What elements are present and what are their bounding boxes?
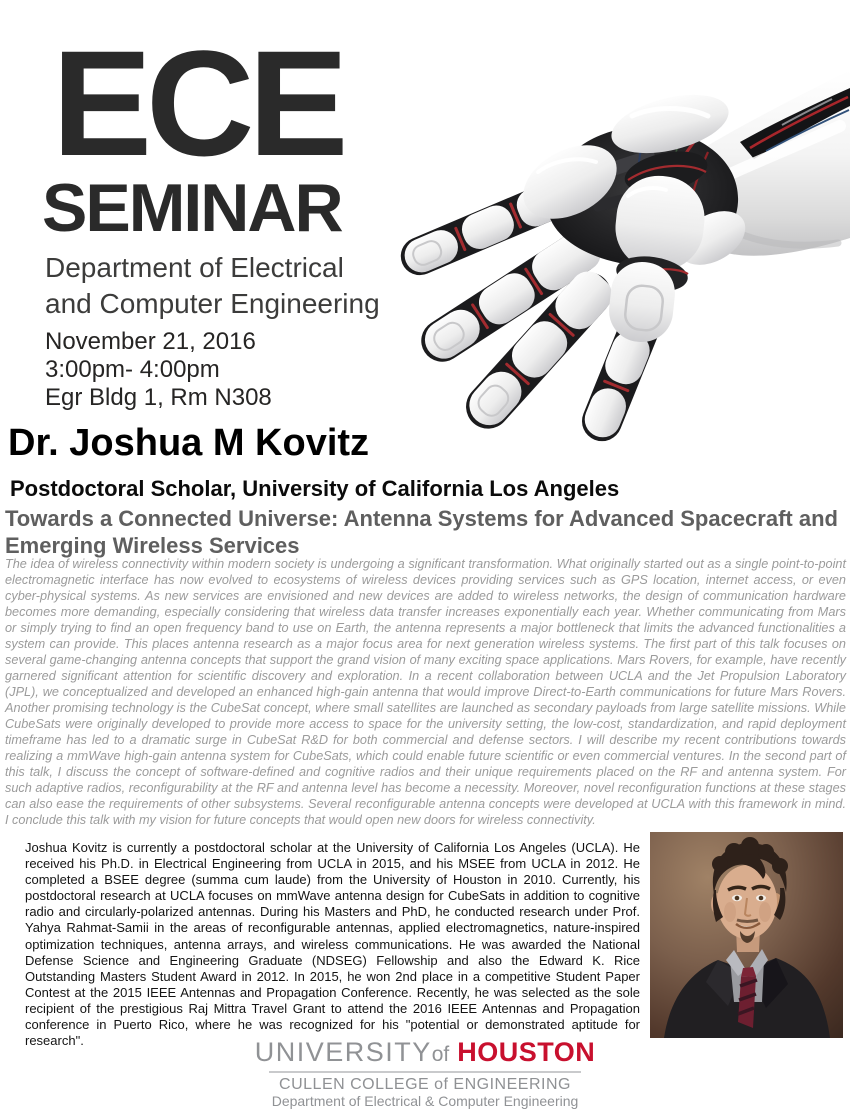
event-location: Egr Bldg 1, Rm N308 xyxy=(45,384,272,411)
abstract-text: The idea of wireless connectivity within modern society is undergoing a significant transformation. What originally started out as a single point-to-point electromagnetic interface has now evolved to ecosystems of wireless devices providing services such as GPS location, internet access, or even cyber-physical systems. As new services are envisioned and new devices are added to wireless networks, the design of communication hardware becomes more demanding, especially considering that wireless data transfer increases exponentially each year. Whether communicating from Mars or simply trying to find an open frequency band to use on Earth, the antenna represents a major bottleneck that limits the advanced functionalities a system can provide. This places antenna research as a major focus area for next generation wireless systems. The first part of this talk focuses on several game-changing antenna concepts that support the grand vision of many exciting space applications. Mars Rovers, for example, have recently garnered significant attention for scientific discovery and exploration. In a recent collaboration between UCLA and the Jet Propulsion Laboratory (JPL), we conceptualized and developed an enhanced high-gain antenna that would improve Direct-to-Earth communications for future Mars Rovers. Another promising technology is the CubeSat concept, where small satellites are launched as secondary payloads from large satellite missions. While CubeSats were originally developed to provide more access to space for the university setting, the low-cost, standardization, and rapid deployment timeframe has led to a dramatic surge in CubeSat R&D for both commercial and defense sectors. I will describe my recent contributions towards realizing a mmWave high-gain antenna system for CubeSats, which could enable future scientific or even commercial ventures. In the second part of this talk, I discuss the concept of software-defined and cognitive radios and their unique requirements placed on the RF and antenna system. For such adaptive radios, reconfigurability at the RF and antenna level has become a necessity. Moreover, novel reconfiguration functions at these stages can also ease the requirements of other subsystems. Several reconfigurable antenna concepts were developed at UCLA with this framework in mind. I conclude this talk with my vision for future concepts that would open new doors for wireless connectivity. xyxy=(5,557,846,827)
bio-text: Joshua Kovitz is currently a postdoctoral scholar at the University of California Los Angeles (UCLA). He received his Ph.D. in Electrical Engineering from UCLA in 2015, and his MSEE from UCLA in 2012. He completed a BSEE degree (summa cum laude) from the University of Houston in 2010. Currently, his postdoctoral research at UCLA focuses on mmWave antenna design for CubeSats in addition to cognitive radio and circularly-polarized antennas. During his Masters and PhD, he conducted research under Prof. Yahya Rahmat-Samii in the areas of reconfigurable antennas, applied electromagnetics, nature-inspired optimization techniques, antenna arrays, and wireless communications. He was awarded the National Defense Science and Engineering Graduate (NDSEG) Fellowship and also the Edward K. Rice Outstanding Masters Student Award in 2012. In 2015, he won 2nd place in a competitive Student Paper Contest at the 2015 IEEE Antennas and Propagation Conference. Recently, he was selected as the sole recipient of the prestigious Raj Mittra Travel Grant to attend the 2016 IEEE Antennas and Propagation conference in Puerto Rico, where he was recognized for his "potential or demonstrated aptitude for research". xyxy=(25,840,640,1049)
uh-logo xyxy=(0,1038,850,1069)
ece-heading: ECE xyxy=(52,19,343,187)
event-time: 3:00pm- 4:00pm xyxy=(45,356,220,383)
department-footer: Department of Electrical & Computer Engineering xyxy=(271,1093,579,1109)
department-name-line1: Department of Electrical xyxy=(45,252,344,283)
seminar-heading: SEMINAR xyxy=(42,170,342,246)
uh-footer xyxy=(0,1038,850,1109)
speaker-name: Dr. Joshua M Kovitz xyxy=(8,422,370,464)
event-datetime-location xyxy=(45,328,272,412)
speaker-affiliation: Postdoctoral Scholar, University of California Los Angeles xyxy=(10,476,620,501)
uh-logo-university: UNIVERSITY xyxy=(254,1037,432,1067)
talk-title-line2: Emerging Wireless Services xyxy=(5,533,300,558)
department-name xyxy=(45,250,380,321)
talk-title xyxy=(5,505,843,559)
department-name-line2: and Computer Engineering xyxy=(45,287,380,319)
robot-hand-image xyxy=(400,0,850,420)
logo-divider xyxy=(269,1071,581,1073)
uh-logo-of: of xyxy=(431,1043,450,1066)
speaker-photo xyxy=(650,832,843,1038)
uh-logo-houston: HOUSTON xyxy=(457,1037,596,1067)
event-date: November 21, 2016 xyxy=(45,328,256,355)
college-name: CULLEN COLLEGE of ENGINEERING xyxy=(279,1076,571,1093)
talk-title-line1: Towards a Connected Universe: Antenna Systems for Advanced Spacecraft and xyxy=(5,506,838,531)
